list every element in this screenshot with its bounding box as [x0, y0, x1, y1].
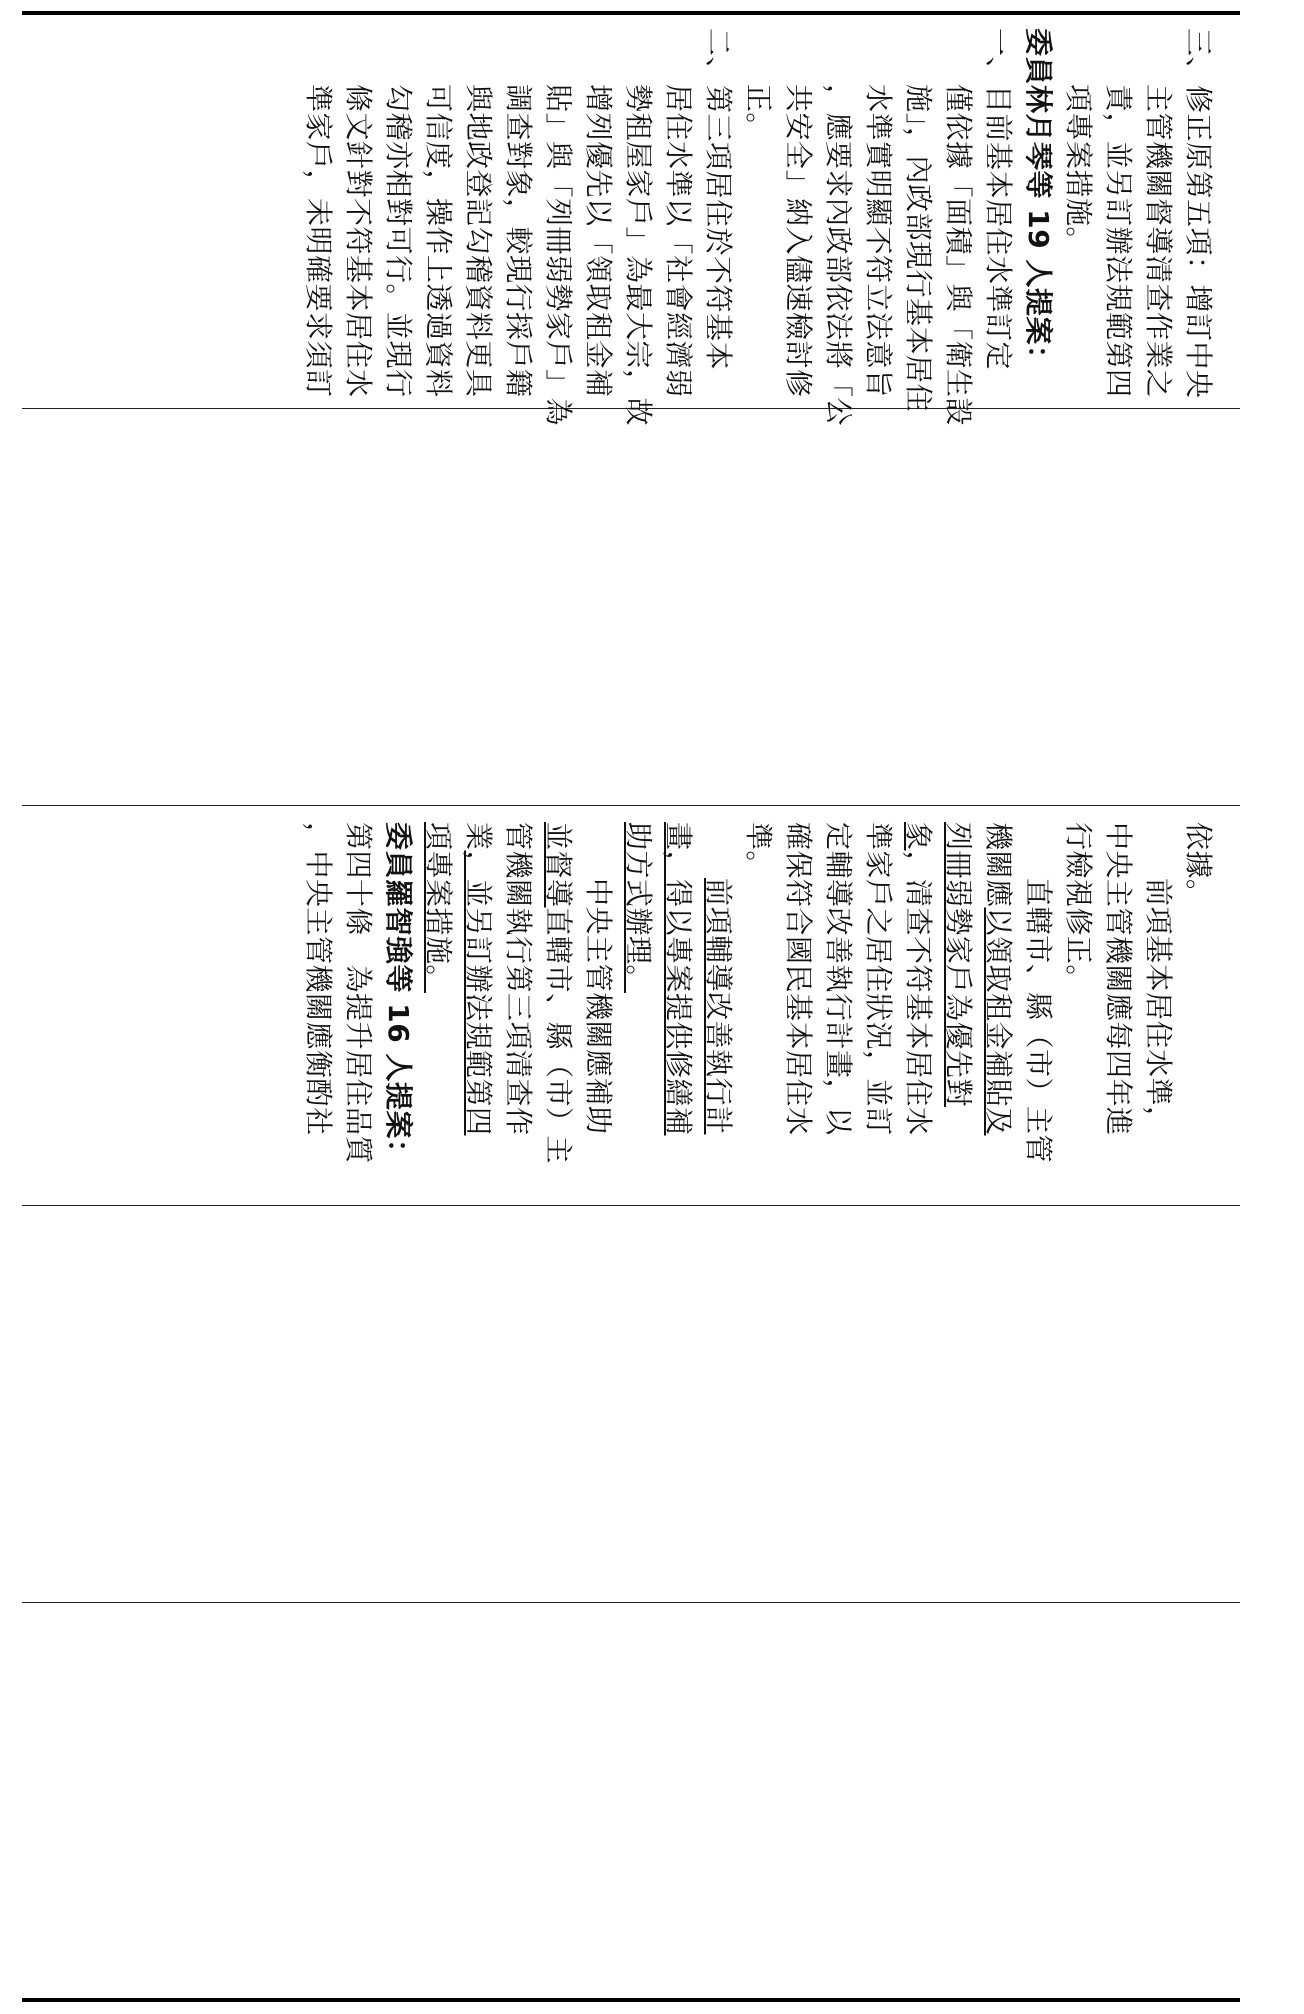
proposal-heading: 委員林月琴等 19 人提案：	[1022, 28, 1055, 374]
mid-line: 確保符合國民基本居住水	[782, 822, 815, 1136]
mid-line: 前項基本居住水準，	[1142, 878, 1175, 1135]
mid-line: 準。	[742, 822, 775, 880]
item2-line: 二、第三項居住於不符基本	[702, 28, 735, 371]
mid-underlined: 並督導	[542, 822, 575, 908]
mid-line	[938, 822, 978, 1200]
mid-line	[458, 822, 498, 1200]
top-line: 主管機關督導清查作業之	[1142, 84, 1175, 398]
item1-line: 一、目前基本居住水準訂定	[982, 28, 1015, 371]
mid-line: 行檢視修正。	[1062, 822, 1095, 994]
bottom-border	[22, 1998, 1240, 2002]
top-line: 三、修正原第五項：增訂中央	[1182, 28, 1215, 399]
item2-line: 居住水準以「社會經濟弱	[662, 84, 695, 398]
item1-line: 僅依據「面積」與「衛生設	[942, 84, 975, 427]
top-line: 責，並另訂辦法規範第四	[1102, 84, 1135, 398]
mid-line	[538, 822, 578, 1200]
mid-line	[898, 822, 938, 1200]
mid-text: ，清查不符基本居住水	[902, 850, 935, 1136]
middle-section	[22, 808, 1228, 1200]
mid-line	[978, 822, 1018, 1200]
mid-line: 第四十條 為提升居住品質	[342, 822, 375, 1165]
column-divider	[22, 1602, 1240, 1603]
mid-line: 定輔導改善執行計畫，以	[822, 822, 855, 1136]
item1-line: 共安全」納入儘速檢討修	[782, 84, 815, 398]
item2-line: 與地政登記勾稽資料更具	[462, 84, 495, 398]
item2-line: 調查對象，較現行採戶籍	[502, 84, 535, 398]
column-divider	[22, 1205, 1240, 1206]
item2-line: 勢租屋家戶」為最大宗，故	[622, 84, 655, 427]
item1-line: ，應要求內政部依法將「公	[822, 84, 855, 427]
mid-underlined: 前項輔導改善執行計	[702, 878, 735, 1135]
item1-line: 施」，內政部現行基本居住	[902, 84, 935, 413]
mid-text: 機關應	[982, 822, 1015, 908]
item2-line: 增列優先以「領取租金補	[582, 84, 615, 398]
mid-line	[418, 822, 458, 1200]
item2-line: 條文針對不符基本居住水	[342, 84, 375, 398]
top-section	[22, 14, 1228, 427]
mid-underlined: 象	[902, 822, 935, 851]
mid-line	[658, 822, 698, 1200]
top-line: 項專案措施。	[1062, 84, 1095, 256]
item2-line: 勾稽亦相對可行。並現行	[382, 84, 415, 398]
item1-line: 正。	[742, 84, 775, 142]
mid-line: 中央主管機關應補助	[582, 878, 615, 1135]
mid-line: 準家戶之居住狀況，並訂	[862, 822, 895, 1136]
mid-underlined: ，並另訂辦法規範第四	[462, 850, 495, 1136]
mid-text: 業	[462, 822, 495, 851]
mid-line	[698, 822, 738, 1200]
mid-line: 依據。	[1182, 822, 1215, 908]
mid-text: 直轄市、縣（市）主	[542, 907, 575, 1165]
mid-line	[618, 822, 658, 1200]
mid-underlined: 以領取租金補貼及	[982, 907, 1015, 1136]
mid-underlined: 項專案措施。	[422, 822, 455, 994]
mid-underlined: 畫，得以專案提供修繕補	[662, 822, 695, 1136]
column-divider	[22, 805, 1240, 806]
mid-line: 管機關執行第三項清查作	[502, 822, 535, 1136]
mid-line: 中央主管機關應每四年進	[1102, 822, 1135, 1136]
item1-line: 水準實明顯不符立法意旨	[862, 84, 895, 398]
proposal-heading: 委員羅智強等 16 人提案：	[382, 822, 415, 1168]
mid-line: ，中央主管機關應衡酌社	[302, 822, 335, 1136]
mid-underlined: 列冊弱勢家戶為優先對	[942, 822, 975, 1108]
mid-underlined: 助方式辦理。	[622, 822, 655, 994]
mid-line: 直轄市、縣（市）主管	[1022, 878, 1055, 1164]
item2-line: 可信度，操作上透過資料	[422, 84, 455, 398]
item2-line: 貼」與「列冊弱勢家戶」為	[542, 84, 575, 427]
item2-line: 準家戶，未明確要求須訂	[302, 84, 335, 398]
